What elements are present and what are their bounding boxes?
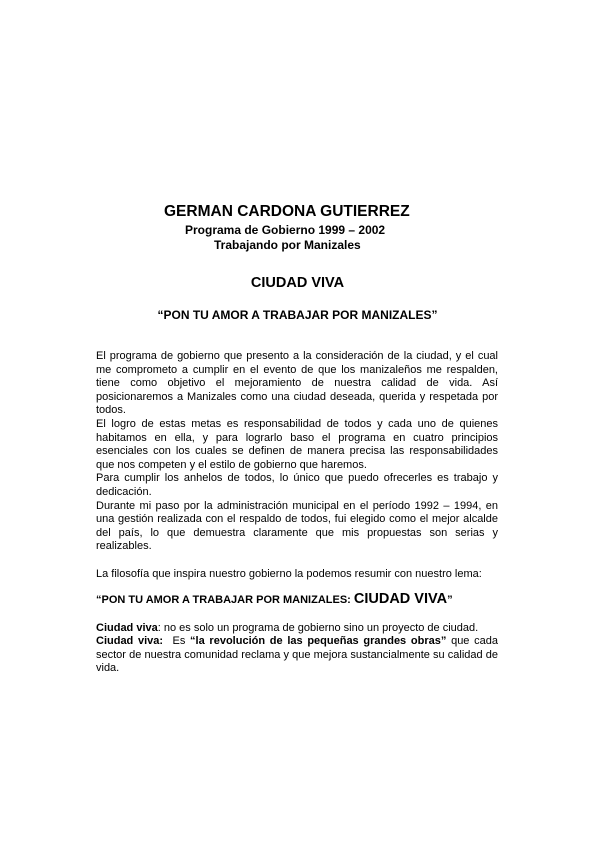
paragraph-1: El programa de gobierno que presento a la consideración de la ciudad, y el cual me comprometo a cumplir en el evento de que los manizaleños me respalden, tiene como objetivo el mejoramiento de nuestra calidad de vida. Así posicionaremos a Manizales como una ciudad deseada, querida y respetada por todos. <box>96 350 498 417</box>
document-body <box>96 350 498 676</box>
program-subtitle: Trabajando por Manizales <box>214 238 361 252</box>
spacer <box>96 554 498 568</box>
definition-2-term: Ciudad viva: <box>96 635 164 648</box>
definition-2-text: que cada sector de nuestra comunidad reclama y que mejora sustancialmente su calidad de vida. <box>96 635 498 675</box>
spacer <box>96 608 498 622</box>
paragraph-3: Para cumplir los anhelos de todos, lo único que puedo ofrecerles es trabajo y dedicación. <box>96 472 498 498</box>
definition-1 <box>96 622 498 636</box>
lema-highlight: CIUDAD VIVA <box>353 591 448 608</box>
definition-1-text: : no es solo un programa de gobierno sino un proyecto de ciudad. <box>157 621 479 634</box>
paragraph-5: La filosofía que inspira nuestro gobierno la podemos resumir con nuestro lema: <box>96 567 482 580</box>
candidate-name: GERMAN CARDONA GUTIERREZ <box>164 203 410 220</box>
lema-part-1: “PON TU AMOR A TRABAJAR POR MANIZALES: <box>96 594 354 607</box>
paragraph-4: Durante mi paso por la administración municipal en el período 1992 – 1994, en una gestión realizada con el respaldo de todos, fui elegido como el mejor alcalde del país, lo que demuestra claramente que mis propuestas son serias y realizables. <box>96 499 498 553</box>
document-title: CIUDAD VIVA <box>250 275 345 291</box>
definition-1-term: Ciudad viva <box>96 621 158 634</box>
lema-heading <box>96 593 498 608</box>
lema-part-3: ” <box>447 594 453 607</box>
definition-2-quote: “la revolución de las pequeñas grandes obras” <box>190 635 447 648</box>
motto: “PON TU AMOR A TRABAJAR POR MANIZALES” <box>157 308 438 322</box>
paragraph-2: El logro de estas metas es responsabilidad de todos y cada uno de quienes habitamos en ella, y para lograrlo baso el programa en cuatro principios esenciales con los cuales se definen de manera precisa las responsabilidades que nos competen y el estilo de gobierno que haremos. <box>96 417 498 471</box>
definition-2 <box>96 635 498 676</box>
definition-2-pre: Es <box>163 635 191 648</box>
program-period: Programa de Gobierno 1999 – 2002 <box>185 223 386 237</box>
